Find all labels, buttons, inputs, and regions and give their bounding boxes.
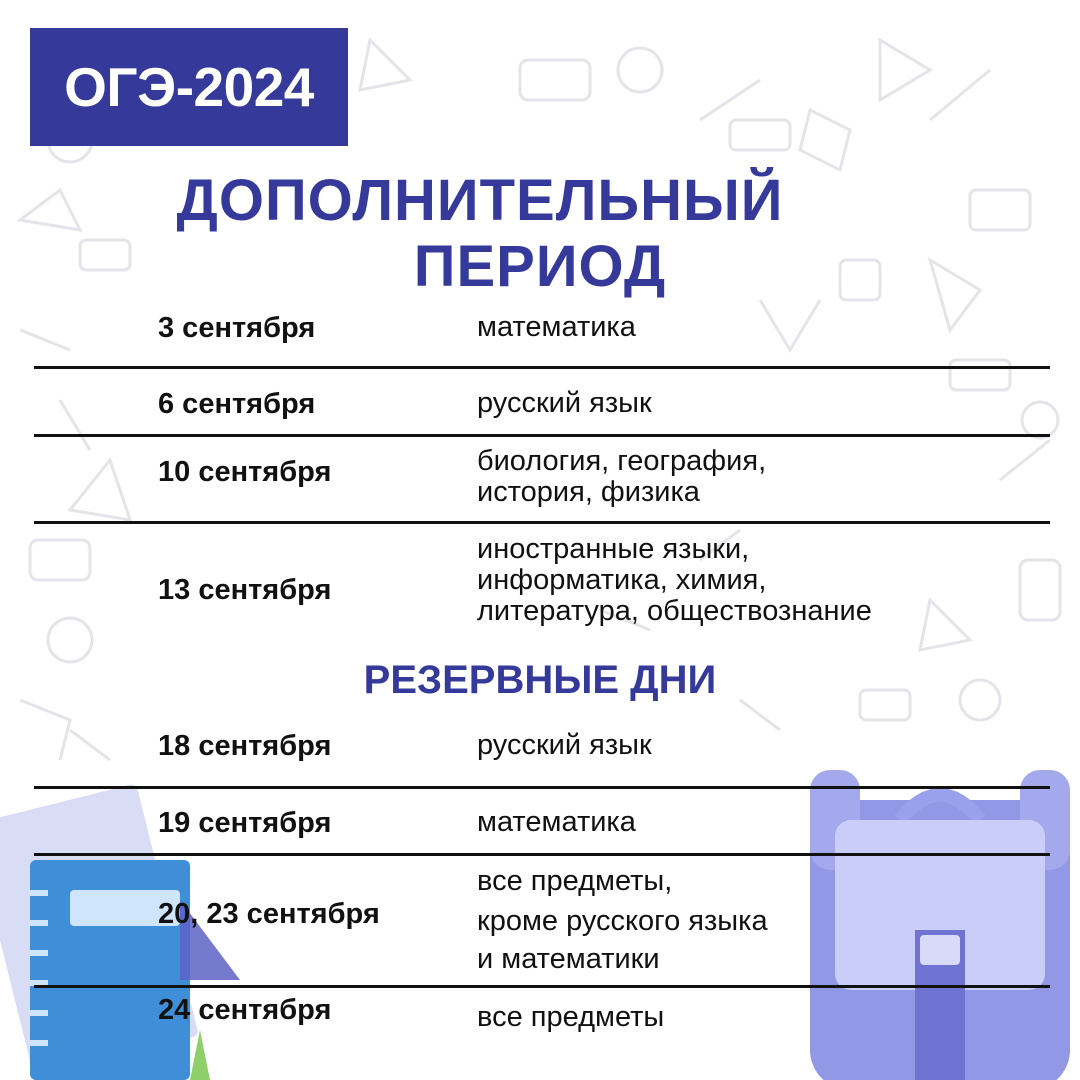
reserve-subject: и математики	[477, 943, 660, 975]
row-divider	[34, 786, 1050, 789]
schedule-subject: биология, география,	[477, 445, 767, 477]
reserve-date: 24 сентября	[158, 994, 332, 1026]
page-title-line-2: ПЕРИОД	[413, 234, 667, 299]
exam-badge-label: ОГЭ-2024	[64, 56, 314, 118]
schedule-subject: история, физика	[477, 476, 700, 508]
reserve-date: 19 сентября	[158, 807, 332, 839]
reserve-subject: все предметы	[477, 1001, 665, 1033]
schedule-date: 6 сентября	[158, 388, 316, 420]
reserve-date: 20, 23 сентября	[158, 898, 380, 930]
schedule-subject: литература, обществознание	[477, 595, 872, 627]
schedule-subject: информатика, химия,	[477, 564, 767, 596]
row-divider	[34, 985, 1050, 988]
schedule-date: 3 сентября	[158, 312, 316, 344]
row-divider	[34, 853, 1050, 856]
reserve-subject: все предметы,	[477, 865, 673, 897]
exam-badge	[30, 28, 348, 146]
row-divider	[34, 366, 1050, 369]
reserve-date: 18 сентября	[158, 730, 332, 762]
schedule-subject: иностранные языки,	[477, 533, 750, 565]
row-divider	[34, 434, 1050, 437]
schedule-date: 13 сентября	[158, 574, 332, 606]
schedule-subject: русский язык	[477, 387, 652, 419]
schedule-date: 10 сентября	[158, 456, 332, 488]
backpack-illustration	[790, 760, 1080, 1080]
row-divider	[34, 521, 1050, 524]
page-title-line-1: ДОПОЛНИТЕЛЬНЫЙ	[176, 168, 784, 233]
schedule-subject: математика	[477, 311, 636, 343]
reserve-subject: кроме русского языка	[477, 905, 768, 937]
reserve-subject: математика	[477, 806, 636, 838]
reserve-subject: русский язык	[477, 729, 652, 761]
reserve-days-heading: РЕЗЕРВНЫЕ ДНИ	[363, 658, 717, 702]
